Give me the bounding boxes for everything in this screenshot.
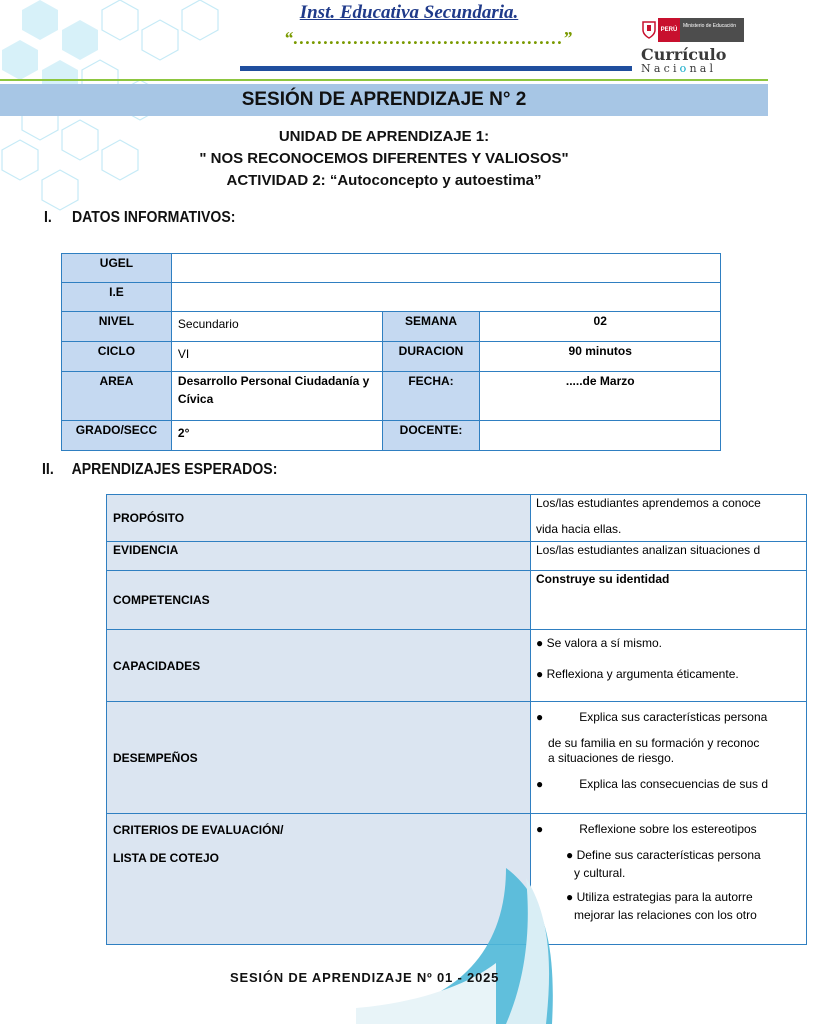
criterio-2b: y cultural.: [574, 866, 626, 880]
competencias-label: COMPETENCIAS: [107, 571, 531, 630]
nivel-label: NIVEL: [62, 312, 172, 342]
list-item: [536, 667, 806, 681]
footer-wave-decoration: [356, 868, 556, 1024]
criterio-1: Reflexione sobre los estereotipos: [579, 822, 757, 836]
area-label: AREA: [62, 372, 172, 421]
school-name-placeholder: “………………………………………”: [284, 28, 572, 48]
desempeno-1a: Explica sus características persona: [579, 710, 768, 724]
duracion-label: DURACION: [382, 342, 480, 372]
proposito-line1: Los/las estudiantes aprendemos a conoce: [536, 496, 761, 510]
semana-label: SEMANA: [382, 312, 480, 342]
evidencia-label: EVIDENCIA: [107, 542, 531, 571]
area-value-line2: Cívica: [177, 392, 214, 406]
footer-title: SESIÓN DE APRENDIZAJE Nº 01 - 2025: [230, 970, 500, 985]
desempeno-1c: a situaciones de riesgo.: [548, 751, 675, 765]
desempeno-1b: de su familia en su formación y reconoc: [548, 736, 760, 750]
evidencia-text: Los/las estudiantes analizan situaciones d: [531, 542, 807, 571]
bullet-icon: ●: [536, 777, 544, 791]
proposito-cell: [531, 495, 807, 542]
proposito-line2: vida hacia ellas.: [536, 522, 622, 536]
bullet-icon: ●: [566, 848, 574, 862]
bullet-icon: ●: [536, 667, 544, 681]
school-name: Inst. Educativa Secundaria.: [299, 2, 519, 23]
nivel-value: Secundario: [171, 312, 382, 342]
list-item: [536, 710, 806, 724]
fecha-label: FECHA:: [382, 372, 480, 421]
desempenos-label: DESEMPEÑOS: [107, 702, 531, 814]
criterio-3a: Utiliza estrategias para la autorre: [576, 890, 753, 904]
semana-value: 02: [480, 312, 721, 342]
ie-label: I.E: [62, 283, 172, 312]
capacidad-1: Se valora a sí mismo.: [546, 636, 662, 650]
desempeno-2: Explica las consecuencias de sus d: [579, 777, 769, 791]
logo-nacional: Nacional: [641, 62, 717, 75]
criterio-2a: Define sus características persona: [576, 848, 761, 862]
section-title: APRENDIZAJES ESPERADOS:: [71, 461, 278, 478]
capacidades-label: CAPACIDADES: [107, 630, 531, 702]
fecha-value: .....de Marzo: [480, 372, 721, 421]
section-title: DATOS INFORMATIVOS:: [71, 209, 236, 226]
criterios-cell: [531, 814, 807, 945]
list-item: [536, 848, 806, 862]
table-row: [107, 630, 807, 702]
docente-label: DOCENTE:: [382, 421, 480, 451]
bullet-icon: ●: [536, 822, 544, 836]
ciclo-value: VI: [171, 342, 382, 372]
section-number: I.: [44, 209, 52, 226]
logo-curriculo: Currículo: [641, 45, 727, 64]
table-row: [107, 702, 807, 814]
area-value-line1: Desarrollo Personal Ciudadanía y: [177, 374, 370, 388]
list-item: [536, 822, 806, 836]
unit-name: " NOS RECONOCEMOS DIFERENTES Y VALIOSOS": [199, 150, 569, 167]
logo-ministry-label: Ministerio de Educación: [680, 18, 744, 42]
logo-peru-label: PERÚ: [658, 18, 680, 42]
criterio-3b: mejorar las relaciones con los otro: [574, 908, 757, 922]
ciclo-label: CICLO: [62, 342, 172, 372]
competencia-text: Construye su identidad: [531, 571, 807, 630]
criterios-label-line1: CRITERIOS DE EVALUACIÓN/: [113, 823, 284, 837]
activity-title: ACTIVIDAD 2: “Autoconcepto y autoestima”: [226, 172, 542, 189]
capacidad-2: Reflexiona y argumenta éticamente.: [546, 667, 739, 681]
list-item: [536, 890, 806, 904]
list-item: [536, 777, 806, 791]
session-title: SESIÓN DE APRENDIZAJE N° 2: [241, 89, 527, 110]
duracion-value: 90 minutos: [480, 342, 721, 372]
desempenos-cell: [531, 702, 807, 814]
bullet-icon: ●: [566, 890, 574, 904]
table-row: [107, 495, 807, 542]
bullet-icon: ●: [536, 636, 544, 650]
unit-title: UNIDAD DE APRENDIZAJE 1:: [278, 128, 490, 145]
grado-label: GRADO/SECC: [62, 421, 172, 451]
grado-value: 2°: [171, 421, 382, 451]
capacidades-cell: [531, 630, 807, 702]
section-number: II.: [42, 461, 54, 478]
list-item: [536, 636, 806, 650]
ugel-label: UGEL: [62, 254, 172, 283]
table-row: [107, 542, 807, 571]
criterios-label-line2: LISTA DE COTEJO: [113, 851, 220, 865]
proposito-label: PROPÓSITO: [107, 495, 531, 542]
table-row: [107, 571, 807, 630]
bullet-icon: ●: [536, 710, 544, 724]
